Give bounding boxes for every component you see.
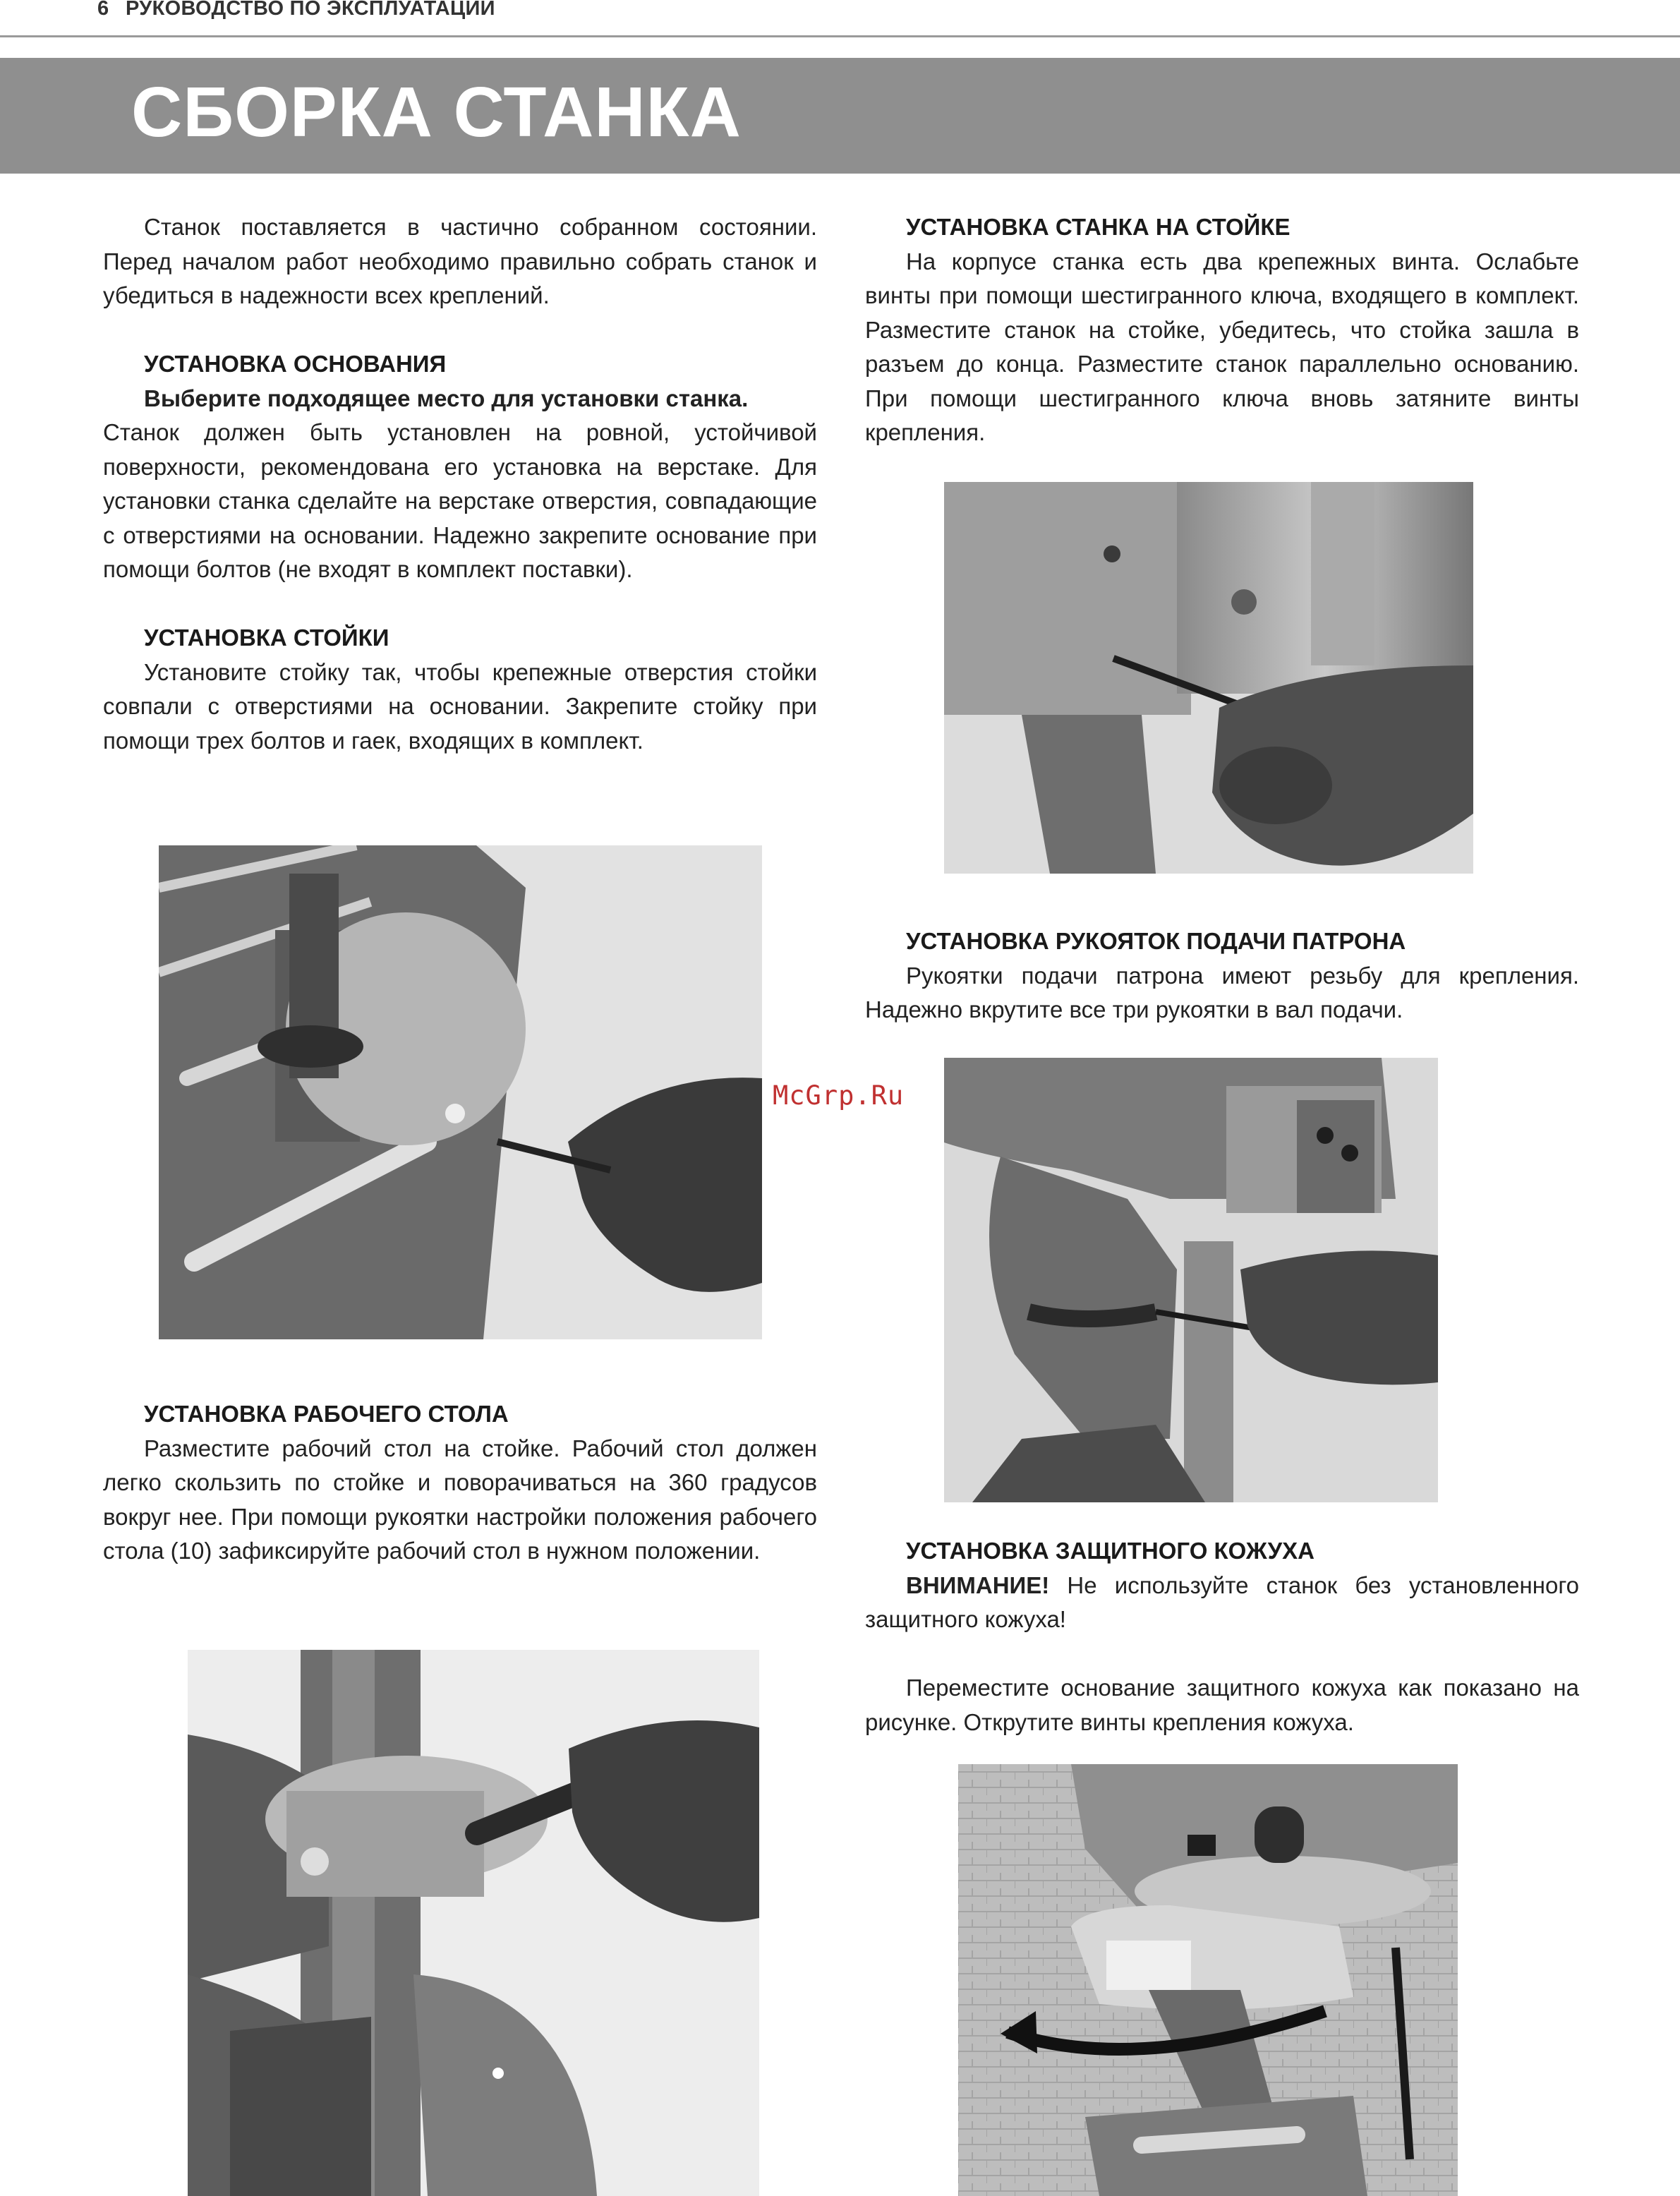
photo-handles-illustration: [944, 1058, 1438, 1502]
right-column-bottom: [865, 1534, 1579, 1739]
table-paragraph: Разместите рабочий стол на стойке. Рабочий стол должен легко скользить по стойке и поворачиваться на 360 градусов вокруг нее. При помощи рукоятки настройки положения рабочего стола (10) зафиксируйте рабочий стол в нужном положении.: [103, 1435, 817, 1564]
handles-paragraph: Рукоятки подачи патрона имеют резьбу для крепления. Надежно вкрутите все три рукоятки в вал подачи.: [865, 962, 1579, 1022]
head-mount-paragraph: На корпусе станка есть два крепежных винта. Ослабьте винты при помощи шестигранного ключа, входящего в комплект. Разместите станок на стойке, убедитесь, что стойка зашла в разъем до конца. Разместите станок параллельно основанию. При помощи шестигранного ключа вновь затяните винты крепления.: [865, 248, 1579, 445]
guard-warning-paragraph: [865, 1569, 1579, 1637]
photo-worktable-illustration: [188, 1650, 759, 2196]
base-lead: Выберите подходящее место для установки станка.: [144, 385, 749, 411]
column-paragraph: Установите стойку так, чтобы крепежные отверстия стойки совпали с отверстиями на основании. Закрепите стойку при помощи трех болтов и гаек, входящих в комплект.: [103, 658, 817, 754]
guard-heading: УСТАНОВКА ЗАЩИТНОГО КОЖУХА: [906, 1538, 1315, 1564]
head-mount-heading: УСТАНОВКА СТАНКА НА СТОЙКЕ: [906, 214, 1291, 240]
guard-paragraph: Переместите основание защитного кожуха как показано на рисунке. Открутите винты крепления кожуха.: [865, 1675, 1579, 1735]
base-paragraph: [103, 382, 817, 587]
base-heading: УСТАНОВКА ОСНОВАНИЯ: [144, 351, 447, 377]
table-heading: УСТАНОВКА РАБОЧЕГО СТОЛА: [144, 1401, 509, 1427]
page-number: 6: [97, 0, 109, 20]
photo-column-mount: [159, 845, 762, 1339]
section-title: СБОРКА СТАНКА: [131, 73, 742, 152]
photo-guard-illustration: [958, 1764, 1458, 2196]
watermark-text: McGrp.Ru: [773, 1080, 905, 1111]
photo-handles: [944, 1058, 1438, 1502]
right-column-top: [865, 210, 1579, 450]
guard-warning-label: ВНИМАНИЕ!: [906, 1571, 1050, 1598]
intro-paragraph: Станок поставляется в частично собранном состоянии. Перед началом работ необходимо правильно собрать станок и убедиться в надежности всех креплений.: [103, 214, 817, 308]
photo-worktable: [188, 1650, 759, 2196]
handles-heading: УСТАНОВКА РУКОЯТОК ПОДАЧИ ПАТРОНА: [906, 928, 1406, 954]
left-column-top: [103, 210, 817, 758]
guard-warning-text: Не используйте станок без установленного защитного кожуха!: [865, 1571, 1579, 1632]
running-title: РУКОВОДСТВО ПО ЭКСПЛУАТАЦИИ: [126, 0, 495, 20]
photo-guard: [958, 1764, 1458, 2196]
photo-head-mount: [944, 482, 1473, 874]
column-heading: УСТАНОВКА СТОЙКИ: [144, 625, 389, 651]
base-text: Станок должен быть установлен на ровной, устойчивой поверхности, рекомендована его установка на верстаке. Для установки станка сделайте на верстаке отверстия, совпадающие с отверстиями на основании. Надежно закрепите основание при помощи болтов (не входят в комплект поставки).: [103, 419, 817, 582]
photo-head-mount-illustration: [944, 482, 1473, 874]
running-header: [0, 0, 1680, 37]
left-column-bottom: [103, 1397, 817, 1569]
photo-column-mount-illustration: [159, 845, 762, 1339]
right-column-middle: [865, 924, 1579, 1027]
section-banner: [0, 58, 1680, 174]
